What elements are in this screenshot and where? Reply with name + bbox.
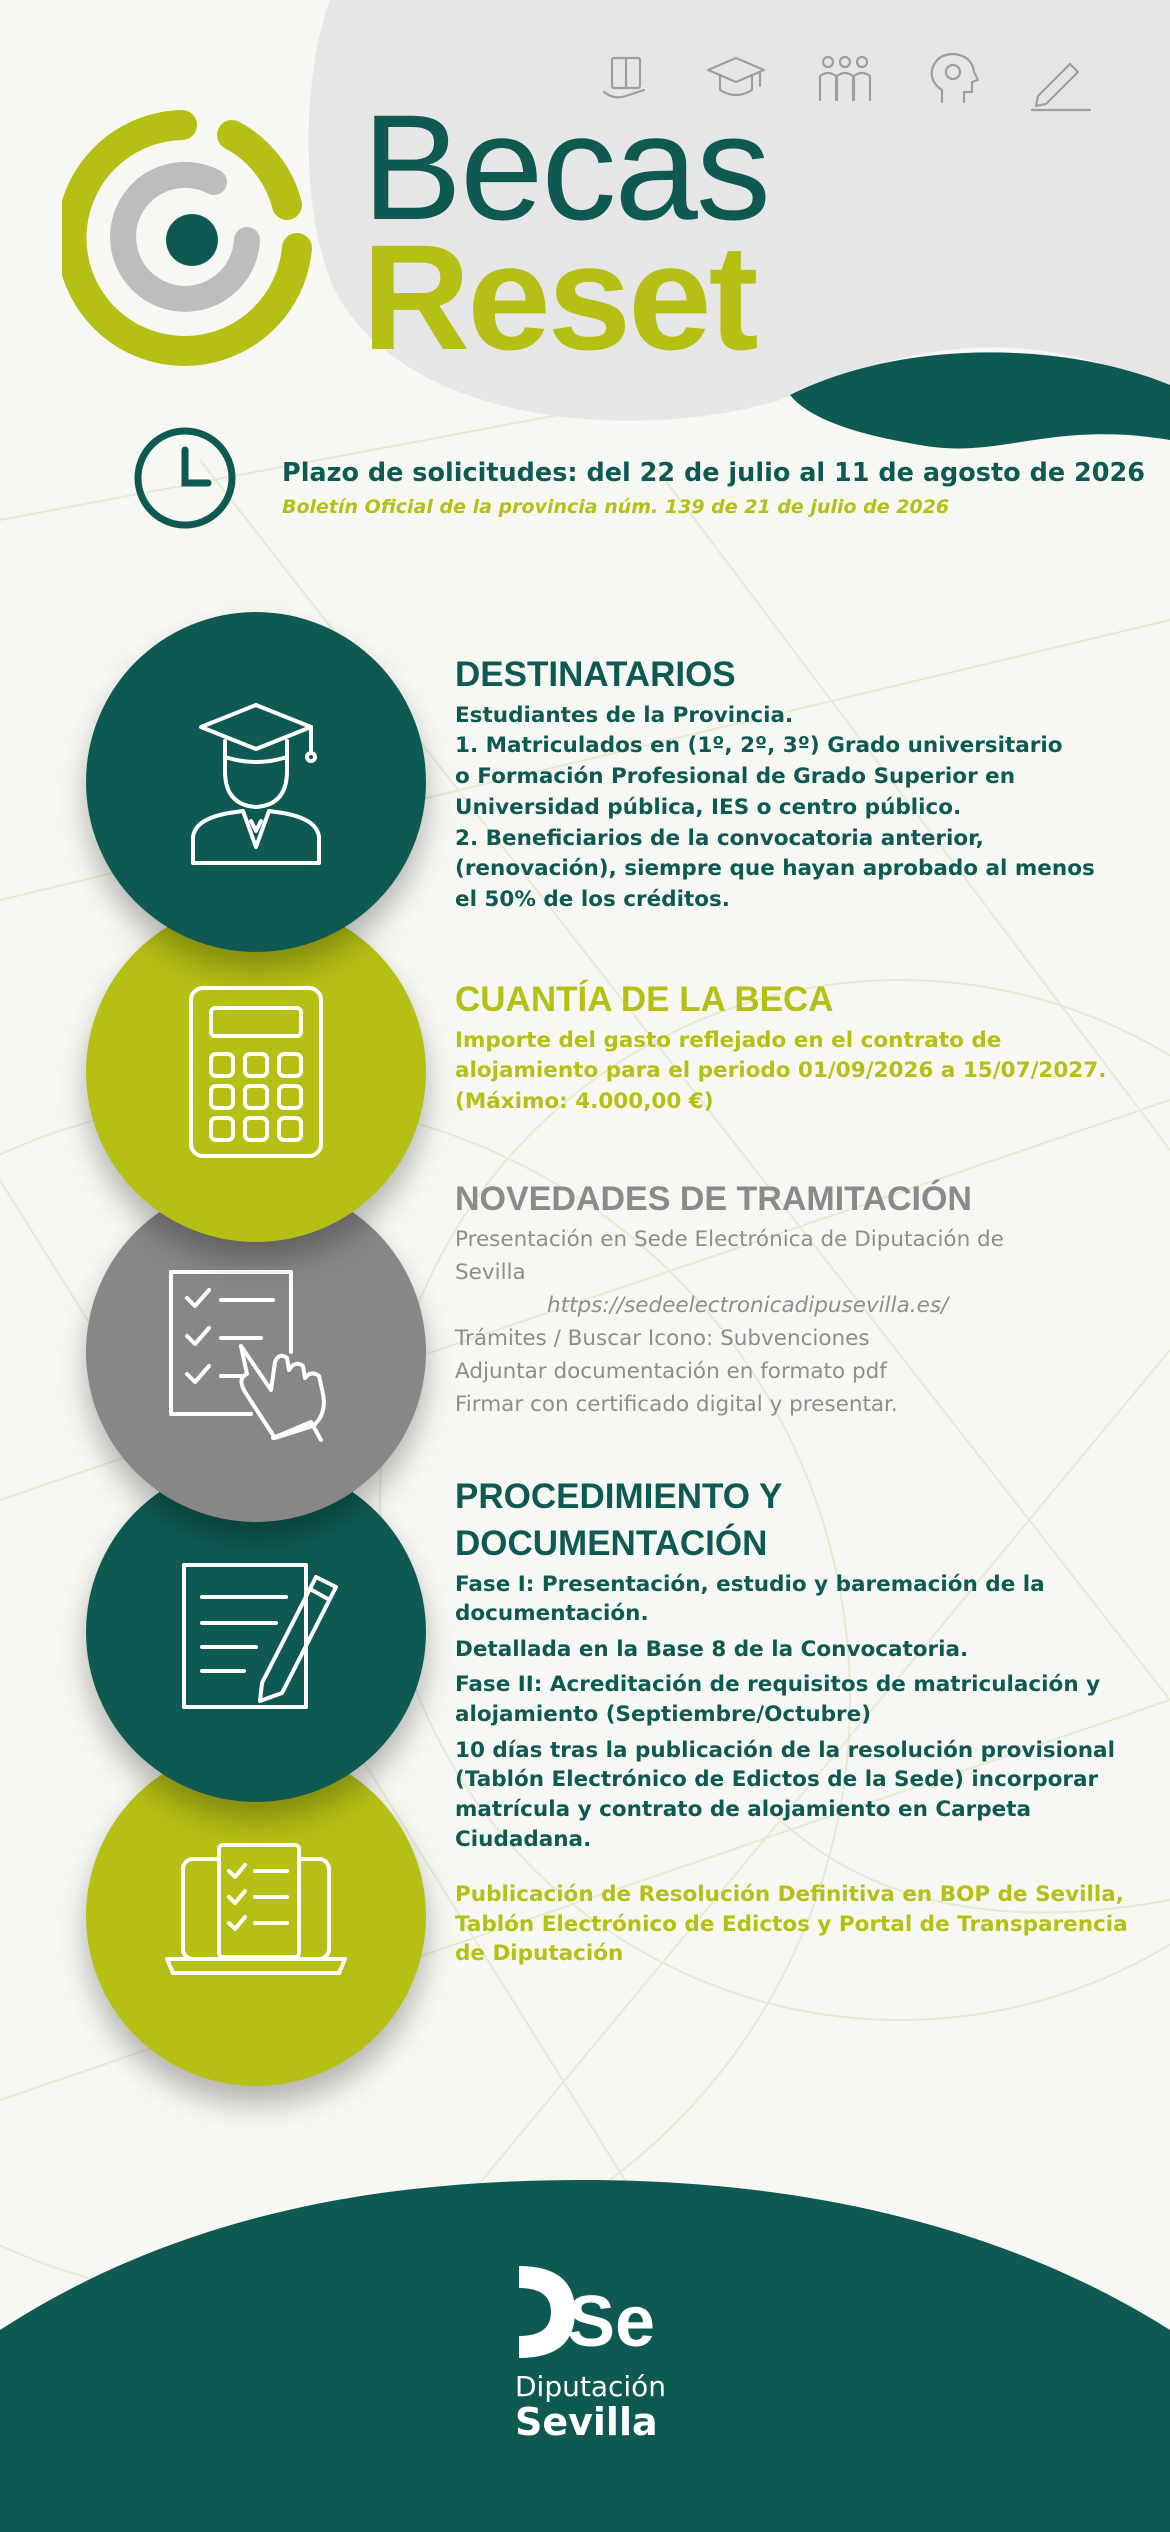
- cuantia-section: [455, 975, 1135, 1118]
- sede-url-link[interactable]: https://sedeelectronicadipusevilla.es/: [547, 1293, 949, 1319]
- logo-mark-text: Se: [567, 2282, 656, 2362]
- destinatarios-section: [455, 650, 1135, 916]
- novedades-section: [455, 1175, 1135, 1422]
- destinatarios-line: Estudiantes de la Provincia.: [455, 702, 794, 728]
- novedades-line: Trámites / Buscar Icono: Subvenciones: [455, 1325, 870, 1351]
- fase2-line: 10 días tras la publicación de la resolución provisional: [455, 1737, 1115, 1763]
- procedimiento-section: [455, 1472, 1135, 1854]
- people-group-icon: [820, 57, 870, 100]
- fase2-line: (Tablón Electrónico de Edictos de la Sede) incorporar: [455, 1767, 1099, 1793]
- publicacion-line: de Diputación: [455, 1941, 624, 1967]
- org-name-line1: Diputación: [515, 2370, 667, 2403]
- graduate-student-icon: [181, 697, 331, 867]
- procedimiento-title-2: DOCUMENTACIÓN: [455, 1523, 768, 1563]
- title-becas: Becas: [362, 83, 769, 251]
- fase1-text: documentación.: [455, 1601, 649, 1627]
- destinatarios-line: el 50% de los créditos.: [455, 887, 730, 913]
- destinatarios-line: Universidad pública, IES o centro público.: [455, 794, 962, 820]
- clock-icon: [130, 423, 240, 533]
- novedades-title: NOVEDADES DE TRAMITACIÓN: [455, 1180, 972, 1218]
- fase1-text: Presentación, estudio y baremación de la: [534, 1571, 1045, 1597]
- fase2-label: Fase II:: [455, 1672, 543, 1698]
- cuantia-line: alojamiento para el periodo 01/09/2026 a 15/07/2027.: [455, 1058, 1107, 1084]
- novedades-line: Presentación en Sede Electrónica de Diputación de: [455, 1227, 1004, 1253]
- deadline-main: Plazo de solicitudes: del 22 de julio al 11 de agosto de 2026: [282, 458, 1145, 488]
- cuantia-line: (Máximo: 4.000,00 €): [455, 1089, 714, 1115]
- cuantia-line: Importe del gasto reflejado en el contrato de: [455, 1027, 1002, 1053]
- destinatarios-line: 2. Beneficiarios de la convocatoria anterior,: [455, 825, 984, 851]
- destinatarios-line: 1. Matriculados en (1º, 2º, 3º) Grado universitario: [455, 733, 1063, 759]
- novedades-line: Firmar con certificado digital y presentar.: [455, 1391, 898, 1417]
- destinatarios-line: o Formación Profesional de Grado Superior en: [455, 764, 1016, 790]
- cuantia-title: CUANTÍA DE LA BECA: [455, 980, 834, 1019]
- novedades-line: Sevilla: [455, 1260, 526, 1286]
- fase2-line: Ciudadana.: [455, 1826, 592, 1852]
- calculator-icon: [181, 982, 331, 1162]
- head-gear-icon: [932, 54, 978, 102]
- publicacion-line: Publicación de Resolución Definitiva en BOP de Sevilla,: [455, 1882, 1124, 1907]
- title-reset: Reset: [362, 213, 756, 381]
- diputacion-logo-mark: [515, 2262, 665, 2362]
- destinatarios-circle: [86, 612, 426, 952]
- publicacion-line: Tablón Electrónico de Edictos y Portal de Transparencia: [455, 1911, 1128, 1937]
- org-name-line2: Sevilla: [515, 2400, 658, 2444]
- document-pencil-icon: [166, 1547, 346, 1717]
- cuantia-circle: [86, 902, 426, 1242]
- fase2-text: Acreditación de requisitos de matriculación y: [542, 1672, 1101, 1698]
- fase1-label: Fase I:: [455, 1571, 535, 1597]
- novedades-line: Adjuntar documentación en formato pdf: [455, 1358, 887, 1384]
- destinatarios-title: DESTINATARIOS: [455, 655, 736, 694]
- fase2-line: matrícula y contrato de alojamiento en Carpeta: [455, 1797, 1032, 1823]
- becas-reset-logo: [62, 110, 322, 370]
- laptop-checklist-icon: [161, 1841, 351, 1991]
- fase2-text: alojamiento (Septiembre/Octubre): [455, 1702, 872, 1728]
- publicacion-section: [455, 1880, 1135, 1969]
- checklist-hand-icon: [161, 1262, 351, 1442]
- destinatarios-line: (renovación), siempre que hayan aprobado al menos: [455, 856, 1095, 882]
- fase1-detail: Detallada en la Base 8 de la Convocatoria.: [455, 1636, 969, 1662]
- procedimiento-title-1: PROCEDIMIENTO Y: [455, 1477, 783, 1516]
- pencil-writing-icon: [1032, 64, 1090, 110]
- deadline-sub: Boletín Oficial de la provincia núm. 139 de 21 de julio de 2026: [282, 496, 950, 518]
